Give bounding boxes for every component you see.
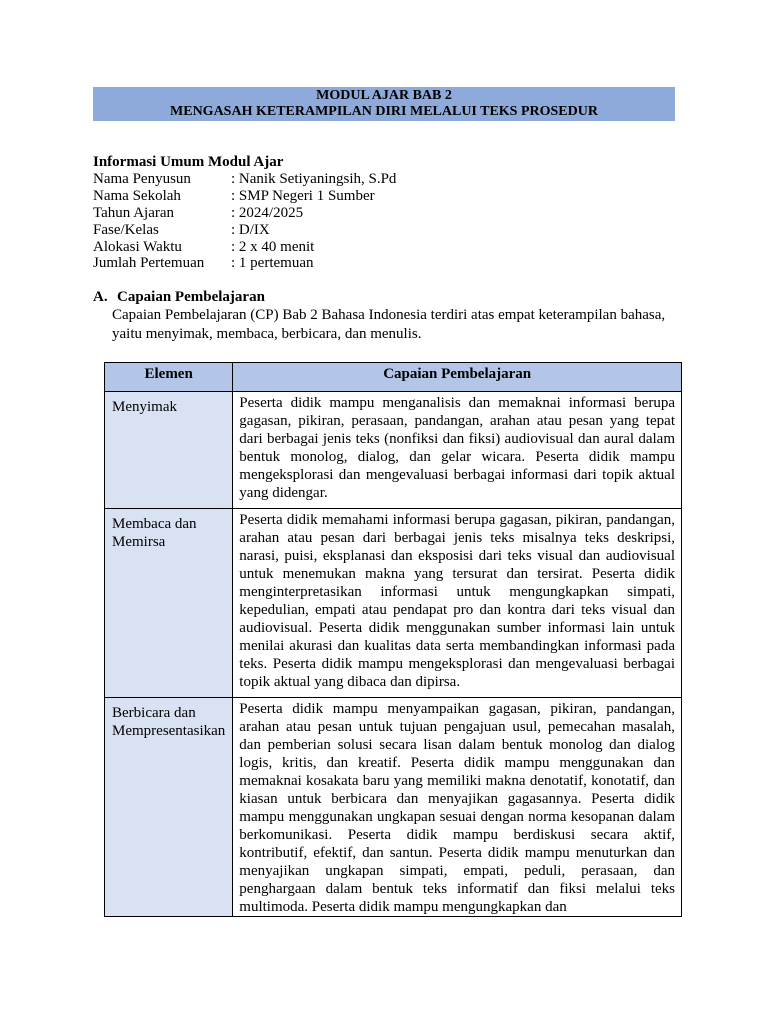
info-label: Nama Penyusun — [93, 170, 191, 187]
capaian-cell: Peserta didik memahami informasi berupa gagasan, pikiran, pandangan, arahan atau pesan dari berbagai jenis teks misalnya teks deskripsi, narasi, puisi, eksplanasi dan eksposisi dari teks visual dan audiovisual untuk menemukan makna yang tersurat dan tersirat. Peserta didik menginterpretasikan informasi untuk mengungkapkan simpati, kepedulian, empati atau pendapat pro dan kontra dari teks visual dan audiovisual. Peserta didik menggunakan sumber informasi lain untuk menilai akurasi dan kualitas data serta membandingkan informasi pada teks. Peserta didik mampu mengeksplorasi dan mengevaluasi berbagai topik aktual yang dibaca dan dipirsa. — [233, 509, 682, 698]
info-value: : 1 pertemuan — [231, 255, 314, 272]
info-label: Nama Sekolah — [93, 187, 181, 204]
info-value: : Nanik Setiyaningsih, S.Pd — [231, 170, 397, 187]
section-letter: A. — [93, 289, 108, 305]
general-info-heading: Informasi Umum Modul Ajar — [93, 154, 284, 170]
elemen-cell: Berbicara dan Mempresentasikan — [105, 698, 233, 917]
section-a-heading — [93, 288, 683, 306]
table-row — [105, 698, 682, 917]
info-value: : SMP Negeri 1 Sumber — [231, 187, 375, 204]
info-label: Fase/Kelas — [93, 221, 159, 238]
info-label: Jumlah Pertemuan — [93, 255, 205, 272]
info-row — [93, 239, 396, 256]
info-row — [93, 171, 396, 188]
elemen-cell: Menyimak — [105, 392, 233, 509]
capaian-table — [104, 362, 682, 917]
capaian-cell — [233, 698, 682, 917]
info-value: : D/IX — [231, 221, 270, 238]
info-value: : 2 x 40 menit — [231, 238, 315, 255]
section-a-intro: Capaian Pembelajaran (CP) Bab 2 Bahasa Indonesia terdiri atas empat keterampilan bahasa, yaitu menyimak, membaca, berbicara, dan menulis. — [112, 307, 666, 342]
capaian-cell-text: Peserta didik mampu menyampaikan gagasan, pikiran, pandangan, arahan atau pesan untuk tujuan pengajuan usul, pemecahan masalah, dan pemberian solusi secara lisan dalam bentuk monolog dan dialog logis, kritis, dan kreatif. Peserta didik mampu menggunakan dan memaknai kosakata baru yang memiliki makna denotatif, konotatif, dan kiasan untuk berbicara dan menyajikan gagasannya. Peserta didik mampu menggunakan ungkapan sesuai dengan norma kesopanan dalam berkomunikasi. Peserta didik mampu berdiskusi secara aktif, kontributif, efektif, dan santun. Peserta didik mampu menuturkan dan menyajikan ungkapan simpati, empati, peduli, perasaan, dan penghargaan dalam bentuk teks informatif dan fiksi melalui teks multimoda. Peserta didik mampu mengungkapkan dan — [239, 701, 675, 915]
capaian-cell: Peserta didik mampu menganalisis dan memaknai informasi berupa gagasan, pikiran, perasaan, pandangan, arahan atau pesan yang tepat dari berbagai jenis teks (nonfiksi dan fiksi) audiovisual dan aural dalam bentuk monolog, dialog, dan gelar wicara. Peserta didik mampu mengeksplorasi dan mengevaluasi berbagai informasi dari topik aktual yang didengar. — [233, 392, 682, 509]
section-a — [93, 288, 683, 344]
general-info-block — [93, 154, 396, 272]
table-row — [105, 392, 682, 509]
info-row — [93, 255, 396, 272]
elemen-cell: Membaca dan Memirsa — [105, 509, 233, 698]
header-elemen: Elemen — [105, 363, 233, 392]
info-value: : 2024/2025 — [231, 204, 304, 221]
info-row — [93, 222, 396, 239]
info-label: Tahun Ajaran — [93, 204, 175, 221]
table-row — [105, 509, 682, 698]
header-capaian: Capaian Pembelajaran — [233, 363, 682, 392]
info-label: Alokasi Waktu — [93, 238, 182, 255]
module-title-line1: MODUL AJAR BAB 2 — [316, 88, 452, 103]
module-title-line2: MENGASAH KETERAMPILAN DIRI MELALUI TEKS PROSEDUR — [170, 104, 598, 119]
info-row — [93, 188, 396, 205]
table-header-row — [105, 363, 682, 392]
section-title: Capaian Pembelajaran — [117, 289, 265, 305]
info-row — [93, 205, 396, 222]
module-title-band — [93, 87, 675, 121]
